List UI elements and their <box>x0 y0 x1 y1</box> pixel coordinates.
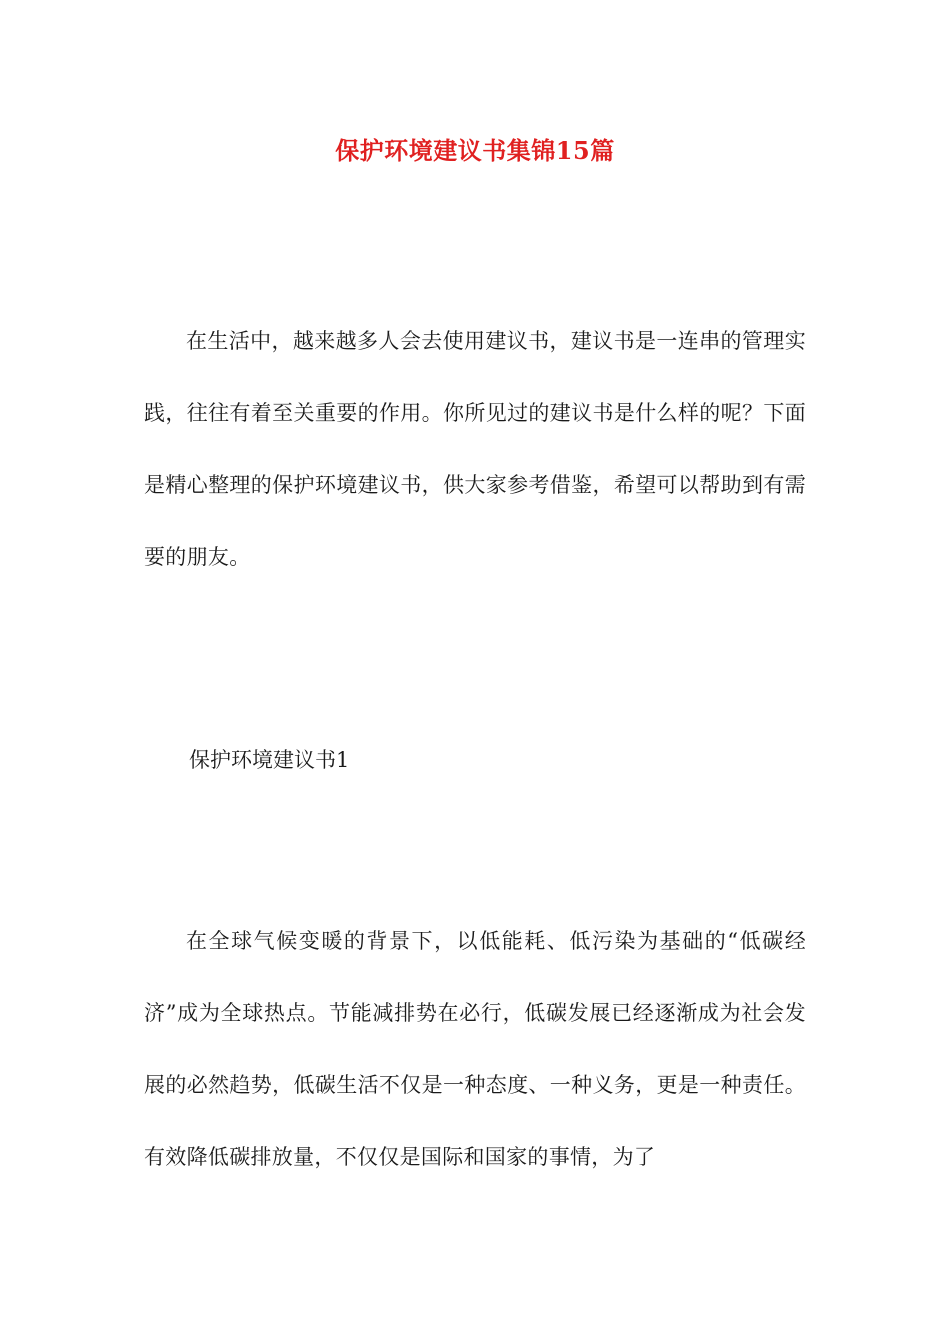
document-title: 保护环境建议书集锦15篇 <box>335 136 615 165</box>
section-paragraph: 在全球气候变暖的背景下，以低能耗、低污染为基础的“低碳经济”成为全球热点。节能减排势在必行，低碳发展已经逐渐成为社会发展的必然趋势，低碳生活不仅是一种态度、一种义务，更是一种责任。有效降低碳排放量，不仅仅是国际和国家的事情，为了 <box>144 929 806 1169</box>
section-heading: 保护环境建议书1 <box>189 748 350 772</box>
intro-paragraph: 在生活中，越来越多人会去使用建议书，建议书是一连串的管理实践，往往有着至关重要的作用。你所见过的建议书是什么样的呢？下面是精心整理的保护环境建议书，供大家参考借鉴，希望可以帮助到有需要的朋友。 <box>144 329 806 569</box>
